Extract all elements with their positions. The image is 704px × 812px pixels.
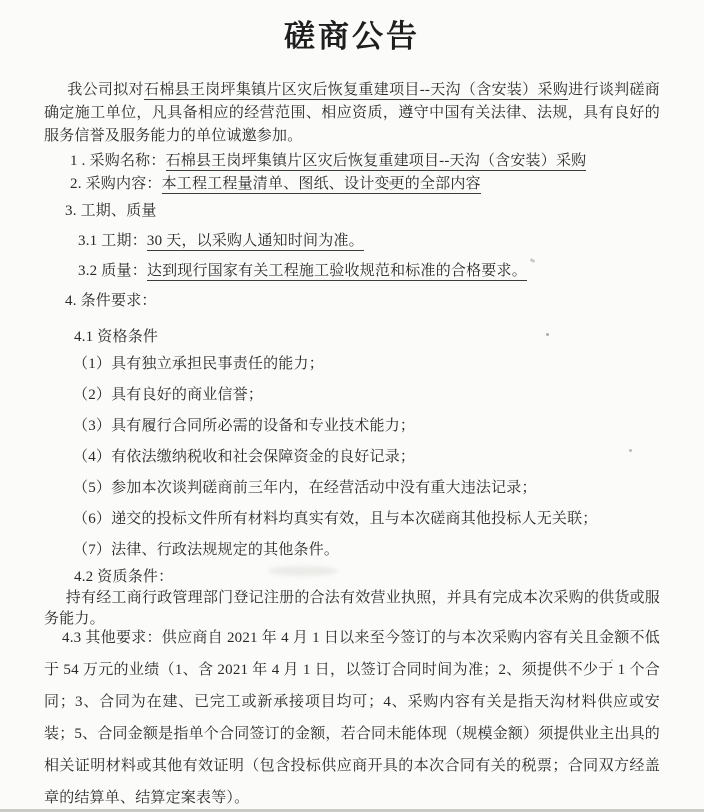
condition-item: （3）具有履行合同所必需的设备和专业技术能力； — [73, 418, 416, 434]
condition-item: （1）具有独立承担民事责任的能力； — [73, 356, 324, 372]
qualification-conditions-list — [44, 349, 660, 566]
purchase-content-row — [70, 173, 660, 196]
purchase-name-label: 1 . 采购名称： — [70, 153, 166, 169]
scan-speck — [389, 181, 392, 185]
condition-item: （5）参加本次谈判磋商前三年内，在经营活动中没有重大违法记录； — [73, 480, 537, 496]
intro-paragraph — [44, 79, 660, 148]
duration-row — [78, 230, 660, 253]
section43-body: 供应商自 2021 年 4 月 1 日以来至今签订的与本次采购内容有关且金额不低于 54 万元的业绩（1、含 2021 年 4 月 1 日，以签订合同时间为准；2、须提供不少于 1 个合同；3、合同为在建、已完工或新承接项目均可；4、采购内容有关是指天沟材料供应或安装；5、合同金额是指单个合同签订的金额，若合同未能体现（规模金额）须提供业主出具的相关证明材料或其他有效证明（包含投标供应商开具的本次合同有关的税票；合同双方经盖章的结算单、结算定案表等）。 — [44, 630, 660, 806]
scan-smudge — [268, 566, 338, 576]
quality-label: 3.2 质量： — [78, 263, 147, 279]
duration-label: 3.1 工期： — [78, 233, 147, 249]
quality-value: 达到现行国家有关工程施工验收规范和标准的合格要求。 — [146, 263, 527, 279]
scan-speck — [611, 659, 613, 661]
purchase-name-row — [70, 150, 660, 173]
quality-row — [78, 260, 660, 283]
condition-item: （4）有依法缴纳税收和社会保障资金的良好记录； — [73, 449, 416, 465]
section43-paragraph — [44, 622, 660, 812]
condition-item: （7）法律、行政法规规定的其他条件。 — [73, 542, 340, 558]
scan-speck — [184, 428, 186, 430]
section42-paragraph: 持有经工商行政管理部门登记注册的合法有效营业执照，并具有完成本次采购的供货或服务能力。 — [44, 590, 660, 627]
intro-suffix: 进行谈判磋商确定施工单位，凡具备相应的经营范围、相应资质，遵守中国有关法律、法规，具有良好的服务信誉及服务能力的单位诚邀参加。 — [44, 82, 660, 144]
condition-item: （2）具有良好的商业信誉； — [73, 387, 264, 403]
section43-label: 4.3 其他要求： — [62, 630, 162, 646]
scan-speck — [629, 449, 632, 452]
purchase-content-value: 本工程工程量清单、图纸、设计变更的全部内容 — [161, 176, 481, 192]
section3-heading: 3. 工期、质量 — [65, 203, 157, 219]
condition-item: （6）递交的投标文件所有材料均真实有效，且与本次磋商其他投标人无关联； — [73, 511, 598, 527]
purchase-content-label: 2. 采购内容： — [70, 176, 162, 192]
scan-speck — [546, 333, 549, 336]
duration-value: 30 天，以采购人通知时间为准。 — [146, 233, 364, 249]
purchase-name-value: 石棉县王岗坪集镇片区灾后恢复重建项目--天沟（含安装）采购 — [165, 153, 587, 169]
numbered-items — [44, 150, 660, 196]
section4-heading: 4. 条件要求： — [65, 293, 157, 309]
section42-heading: 4.2 资质条件： — [74, 569, 174, 585]
section41-heading: 4.1 资格条件 — [74, 329, 159, 345]
intro-prefix: 我公司拟对 — [67, 82, 144, 98]
page-title: 磋商公告 — [284, 19, 420, 54]
project-name-underlined: 石棉县王岗坪集镇片区灾后恢复重建项目--天沟（含安装）采购 — [143, 82, 569, 98]
